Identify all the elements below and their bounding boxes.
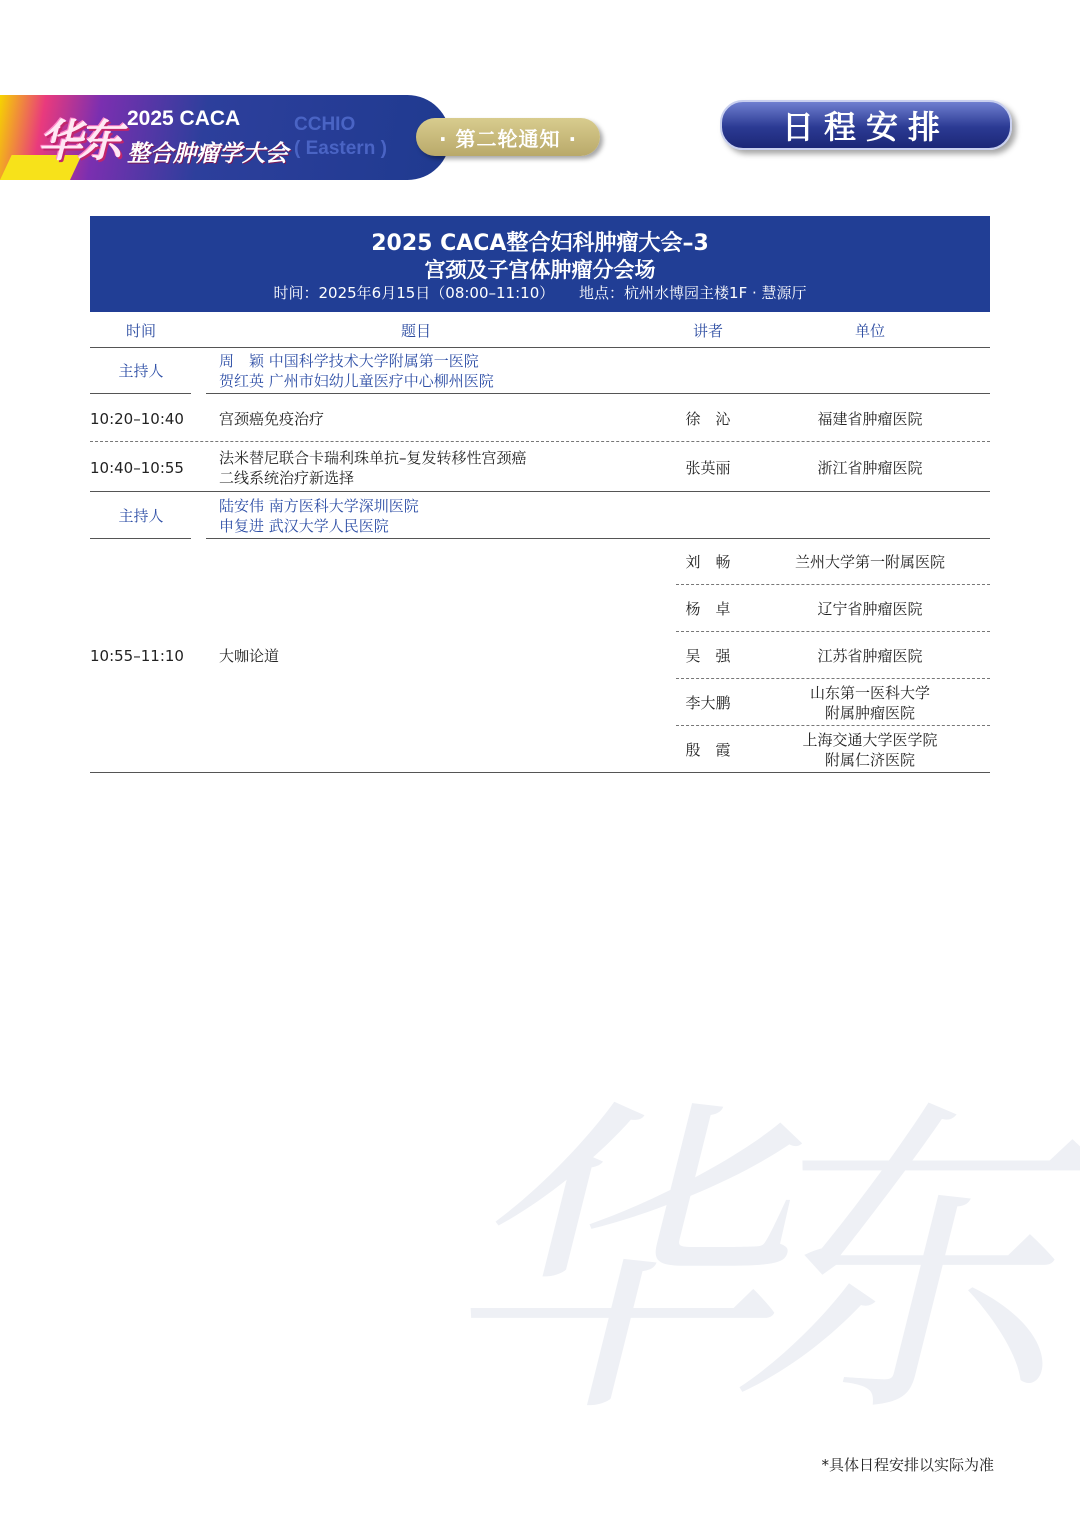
row-divider xyxy=(206,393,990,394)
row-divider xyxy=(90,538,191,539)
row-divider-dashed xyxy=(676,584,990,585)
row-divider xyxy=(90,393,191,394)
panel-unit: 江苏省肿瘤医院 xyxy=(817,647,923,665)
table-bottom-border xyxy=(90,772,990,773)
col-header-unit: 单位 xyxy=(854,322,885,340)
session-title: 2025 CACA整合妇科肿瘤大会–3 xyxy=(371,231,709,256)
cchio-line2: ( Eastern ) xyxy=(294,138,387,159)
moderator-line: 申复进 武汉大学人民医院 xyxy=(219,517,389,535)
session-time: 时间：2025年6月15日（08:00–11:10） xyxy=(273,284,555,302)
conference-banner xyxy=(0,95,450,180)
row-divider xyxy=(206,538,990,539)
col-header-speaker: 讲者 xyxy=(692,322,723,340)
row1-topic: 宫颈癌免疫治疗 xyxy=(219,410,325,428)
row-divider xyxy=(90,491,990,492)
moderator-line: 贺红英 广州市妇幼儿童医疗中心柳州医院 xyxy=(219,372,494,390)
panel-unit: 附属仁济医院 xyxy=(824,751,915,769)
panel-unit: 山东第一医科大学 xyxy=(809,684,930,702)
row2-speaker: 张英丽 xyxy=(685,459,731,477)
panel-unit: 上海交通大学医学院 xyxy=(802,731,938,749)
session-time-place xyxy=(90,282,990,303)
row2-unit: 浙江省肿瘤医院 xyxy=(817,459,923,477)
session-title-block xyxy=(90,216,990,312)
watermark-logo: 华东 xyxy=(440,1073,1020,1457)
banner-cchio xyxy=(294,113,387,161)
panel-speaker: 吴 强 xyxy=(685,647,731,665)
panel-speaker: 殷 霞 xyxy=(685,741,731,759)
panel-unit: 辽宁省肿瘤医院 xyxy=(817,600,923,618)
header-divider xyxy=(90,347,990,348)
footnote: *具体日程安排以实际为准 xyxy=(821,1456,994,1474)
row-divider-dashed xyxy=(90,441,990,442)
row1-time: 10:20–10:40 xyxy=(90,410,184,428)
row1-unit: 福建省肿瘤医院 xyxy=(817,410,923,428)
cchio-line1: CCHIO xyxy=(294,114,356,135)
panel-speaker: 李大鹏 xyxy=(685,694,731,712)
row2-time: 10:40–10:55 xyxy=(90,459,184,477)
banner-conf-name: 整合肿瘤学大会 xyxy=(127,141,288,167)
moderator-label-2: 主持人 xyxy=(118,507,164,525)
moderator-line: 周 颖 中国科学技术大学附属第一医院 xyxy=(219,352,479,370)
col-header-time: 时间 xyxy=(125,322,156,340)
schedule-badge: 日程安排 xyxy=(720,100,1012,150)
row2-topic-line: 法米替尼联合卡瑞利珠单抗–复发转移性宫颈癌 xyxy=(219,449,527,467)
row-divider-dashed xyxy=(676,678,990,679)
row-divider-dashed xyxy=(676,631,990,632)
session-place: 地点：杭州水博园主楼1F · 慧源厅 xyxy=(579,284,807,302)
panel-speaker: 杨 卓 xyxy=(685,600,731,618)
second-notice-badge: · 第二轮通知 · xyxy=(416,118,600,156)
row1-speaker: 徐 沁 xyxy=(685,410,731,428)
panel-topic: 大咖论道 xyxy=(219,647,280,665)
moderator-line: 陆安伟 南方医科大学深圳医院 xyxy=(219,497,419,515)
moderator-label-1: 主持人 xyxy=(118,362,164,380)
panel-unit: 附属肿瘤医院 xyxy=(824,704,915,722)
row2-topic-line: 二线系统治疗新选择 xyxy=(219,469,355,487)
banner-logo-text: 华东 xyxy=(38,116,118,167)
panel-unit: 兰州大学第一附属医院 xyxy=(794,553,945,571)
panel-speaker: 刘 畅 xyxy=(685,553,731,571)
col-header-topic: 题目 xyxy=(400,322,431,340)
panel-time: 10:55–11:10 xyxy=(90,647,184,665)
banner-conf-year: 2025 CACA xyxy=(127,107,241,130)
session-subtitle: 宫颈及子宫体肿瘤分会场 xyxy=(424,258,656,282)
row-divider-dashed xyxy=(676,725,990,726)
